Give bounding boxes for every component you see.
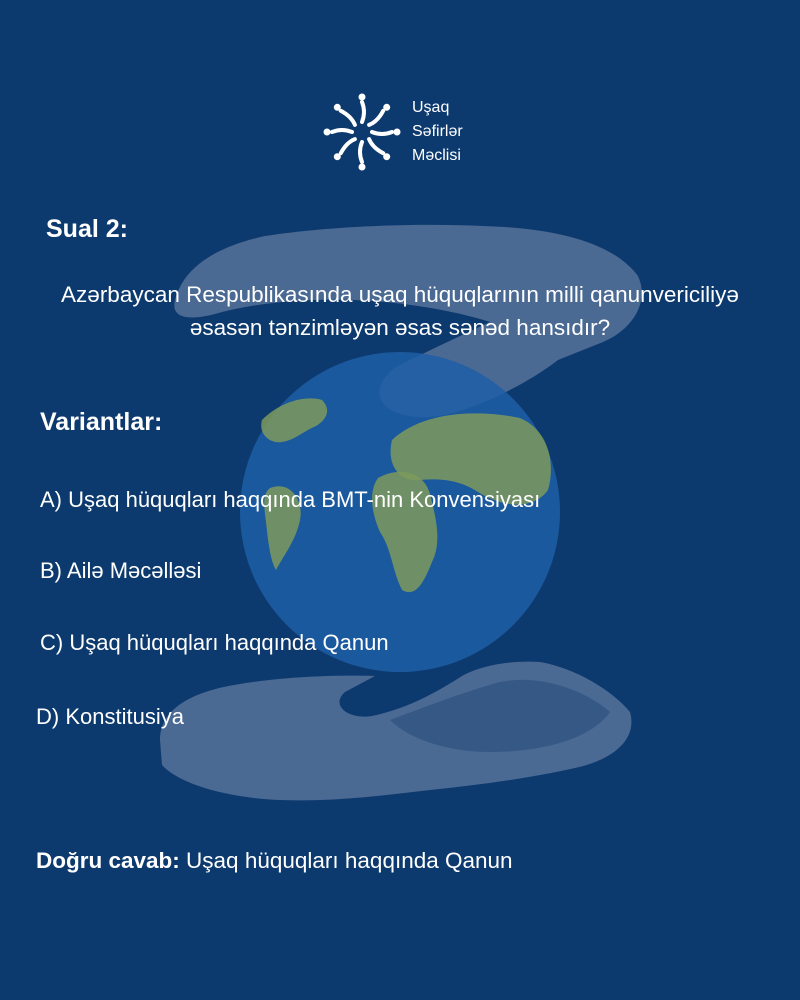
logo-line-2: Səfirlər [412, 123, 463, 140]
logo [322, 92, 463, 172]
question-text: Azərbaycan Respublikasında uşaq hüquqlarının milli qanunvericiliyə əsasən tənzimləyən əsas sənəd hansıdır? [61, 282, 739, 340]
logo-text [412, 96, 463, 168]
option-c: C) Uşaq hüquqları haqqında Qanun [40, 630, 389, 655]
logo-line-1: Uşaq [412, 99, 450, 116]
correct-answer-value: Uşaq hüquqları haqqında Qanun [186, 848, 513, 873]
correct-answer-label: Doğru cavab: [36, 848, 180, 873]
question-title: Sual 2: [46, 215, 128, 243]
correct-answer [36, 848, 513, 874]
logo-line-3: Məclisi [412, 147, 461, 164]
option-d: D) Konstitusiya [36, 704, 184, 729]
option-b: B) Ailə Məcəlləsi [40, 558, 202, 583]
option-a: A) Uşaq hüquqları haqqında BMT-nin Konvensiyası [40, 487, 541, 512]
variants-title: Variantlar: [40, 408, 163, 436]
sun-burst-logo-icon [322, 92, 402, 172]
